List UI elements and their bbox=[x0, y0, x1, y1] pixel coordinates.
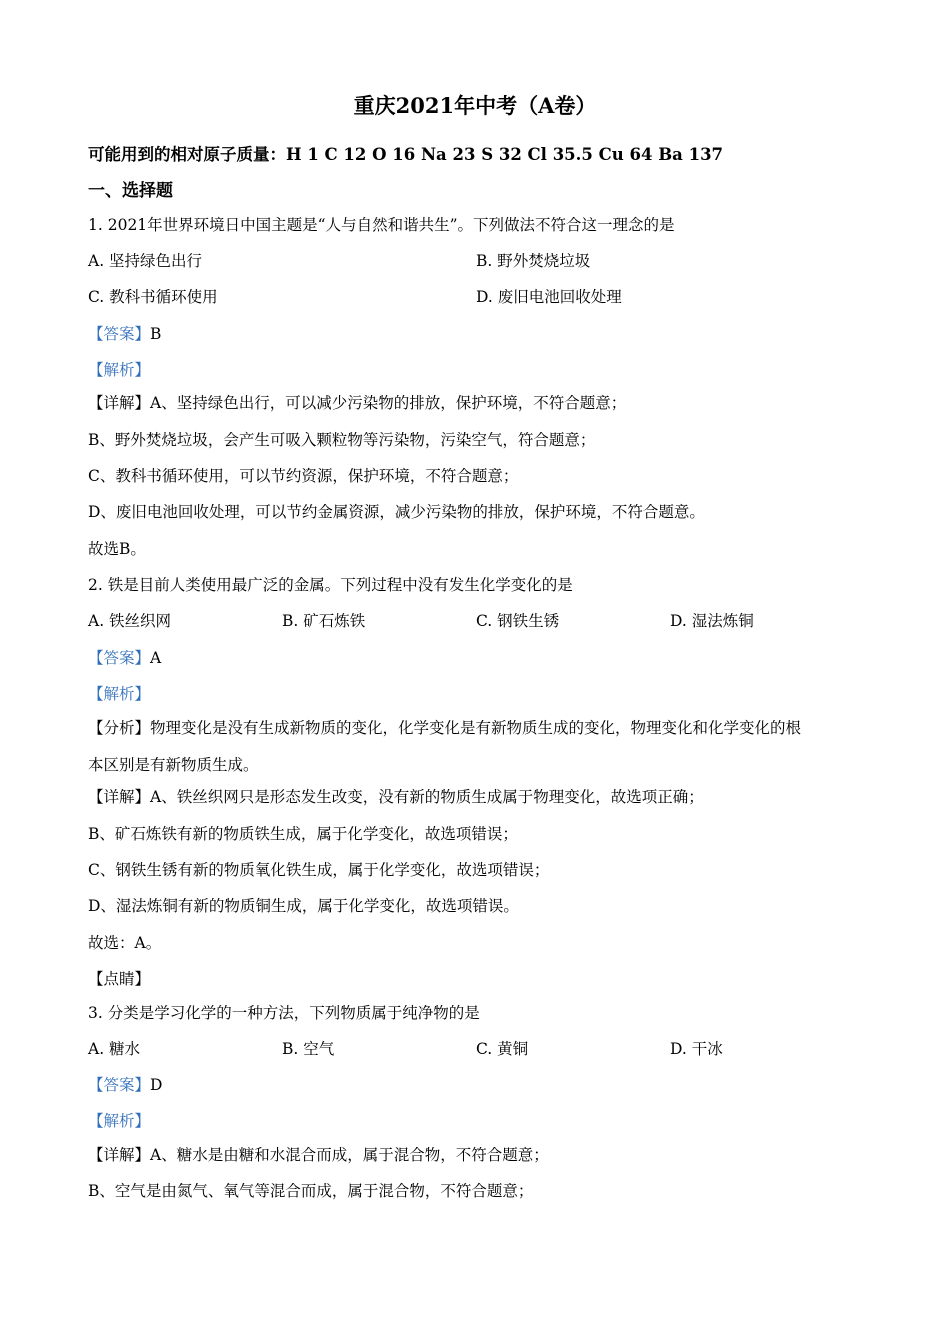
q3-option-b: B. 空气 bbox=[282, 1040, 335, 1058]
q3-answer bbox=[88, 1075, 162, 1095]
q1-answer bbox=[88, 324, 161, 344]
q1-analysis-label: 【解析】 bbox=[88, 361, 151, 379]
q2-option-d: D. 湿法炼铜 bbox=[670, 612, 754, 630]
q2-dianjing: 【点睛】 bbox=[88, 970, 151, 988]
q2-answer bbox=[88, 648, 161, 668]
q3-option-d: D. 干冰 bbox=[670, 1040, 723, 1058]
q1-detail-1: 【详解】A、坚持绿色出行，可以减少污染物的排放，保护环境，不符合题意； bbox=[88, 394, 627, 412]
question-2-stem: 2. 铁是目前人类使用最广泛的金属。下列过程中没有发生化学变化的是 bbox=[88, 576, 573, 594]
q1-detail-2: B、野外焚烧垃圾，会产生可吸入颗粒物等污染物，污染空气，符合题意； bbox=[88, 431, 596, 449]
q2-detail-4: D、湿法炼铜有新的物质铜生成，属于化学变化，故选项错误。 bbox=[88, 897, 519, 915]
q2-fenxi-line-1: 【分析】物理变化是没有生成新物质的变化，化学变化是有新物质生成的变化，物理变化和化学变化的根 bbox=[88, 719, 802, 737]
q3-detail-2: B、空气是由氮气、氧气等混合而成，属于混合物，不符合题意； bbox=[88, 1182, 534, 1200]
question-3-stem: 3. 分类是学习化学的一种方法，下列物质属于纯净物的是 bbox=[88, 1004, 480, 1022]
q1-option-c: C. 教科书循环使用 bbox=[88, 288, 218, 306]
q2-detail-2: B、矿石炼铁有新的物质铁生成，属于化学变化，故选项错误； bbox=[88, 825, 518, 843]
q2-conclusion: 故选：A。 bbox=[88, 934, 162, 952]
answer-label: 【答案】 bbox=[88, 325, 151, 343]
q2-detail-3: C、钢铁生锈有新的物质氧化铁生成，属于化学变化，故选项错误； bbox=[88, 861, 550, 879]
section-heading: 一、选择题 bbox=[88, 181, 173, 201]
page-title: 重庆2021年中考（A卷） bbox=[353, 93, 597, 118]
answer-value: B bbox=[150, 325, 162, 343]
q2-option-a: A. 铁丝织网 bbox=[88, 612, 172, 630]
q3-analysis-label: 【解析】 bbox=[88, 1112, 151, 1130]
answer-value: D bbox=[150, 1076, 163, 1094]
q2-detail-1: 【详解】A、铁丝织网只是形态发生改变，没有新的物质生成属于物理变化，故选项正确； bbox=[88, 788, 704, 806]
q2-option-c: C. 钢铁生锈 bbox=[476, 612, 560, 630]
q3-detail-1: 【详解】A、糖水是由糖和水混合而成，属于混合物，不符合题意； bbox=[88, 1146, 549, 1164]
q1-option-b: B. 野外焚烧垃圾 bbox=[476, 252, 591, 270]
q3-option-c: C. 黄铜 bbox=[476, 1040, 529, 1058]
q2-option-b: B. 矿石炼铁 bbox=[282, 612, 366, 630]
atomic-mass-line: 可能用到的相对原子质量：H 1 C 12 O 16 Na 23 S 32 Cl 35.5 Cu 64 Ba 137 bbox=[88, 145, 724, 164]
q3-option-a: A. 糖水 bbox=[88, 1040, 141, 1058]
q1-conclusion: 故选B。 bbox=[88, 540, 146, 558]
q1-option-a: A. 坚持绿色出行 bbox=[88, 252, 203, 270]
q2-analysis-label: 【解析】 bbox=[88, 685, 151, 703]
q1-detail-4: D、废旧电池回收处理，可以节约金属资源，减少污染物的排放，保护环境，不符合题意。 bbox=[88, 503, 705, 521]
q1-detail-3: C、教科书循环使用，可以节约资源，保护环境，不符合题意； bbox=[88, 467, 519, 485]
answer-label: 【答案】 bbox=[88, 649, 151, 667]
question-1-stem: 1. 2021年世界环境日中国主题是“人与自然和谐共生”。下列做法不符合这一理念的是 bbox=[88, 216, 675, 234]
answer-label: 【答案】 bbox=[88, 1076, 151, 1094]
answer-value: A bbox=[150, 649, 162, 667]
q2-fenxi-line-2: 本区别是有新物质生成。 bbox=[88, 756, 259, 774]
q1-option-d: D. 废旧电池回收处理 bbox=[476, 288, 622, 306]
